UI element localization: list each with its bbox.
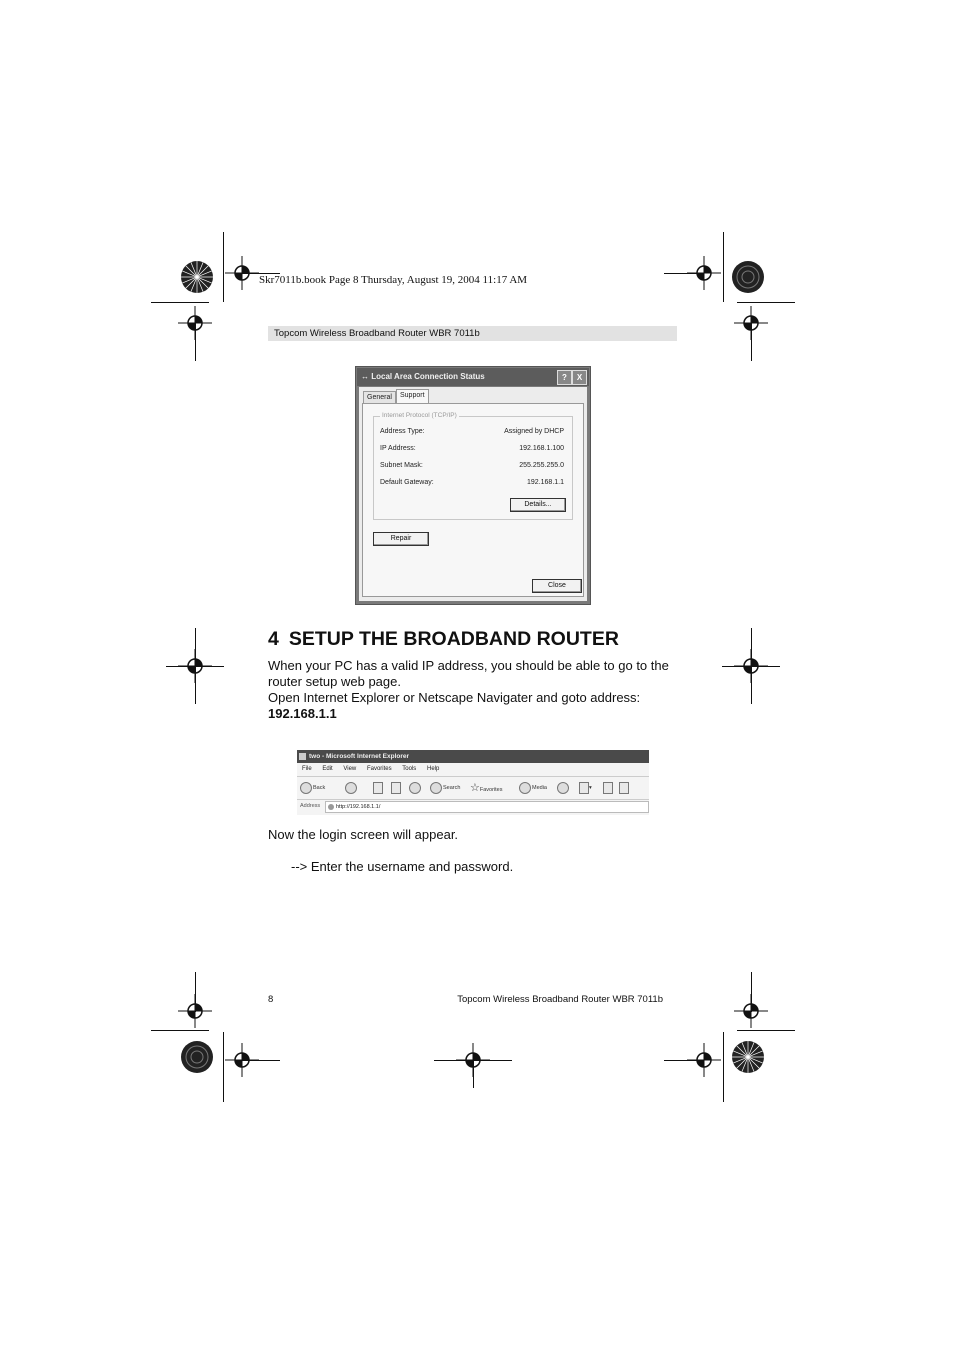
forward-button[interactable]: [345, 781, 358, 795]
crop-line: [723, 1032, 724, 1102]
crop-line: [751, 972, 752, 1012]
back-button[interactable]: Back: [300, 781, 325, 795]
crop-line: [751, 323, 752, 361]
address-bar: [297, 799, 649, 813]
subnet-mask-value: 255.255.255.0: [519, 462, 564, 469]
crop-line: [737, 1030, 795, 1031]
browser-toolbar: [297, 776, 649, 800]
refresh-button[interactable]: [391, 781, 401, 795]
tab-general[interactable]: General: [363, 391, 396, 404]
tab-panel-support: [362, 403, 584, 597]
details-button[interactable]: Details...: [510, 498, 566, 512]
section-title: SETUP THE BROADBAND ROUTER: [288, 628, 619, 650]
crop-line: [151, 302, 209, 303]
search-icon: [430, 782, 442, 794]
print-slug: Skr7011b.book Page 8 Thursday, August 19, 2004 11:17 AM: [259, 274, 528, 286]
connection-status-dialog: [355, 366, 591, 605]
crop-line: [664, 273, 702, 274]
crop-line: [723, 232, 724, 302]
history-icon: [557, 782, 569, 794]
close-button[interactable]: Close: [532, 579, 582, 593]
history-button[interactable]: [557, 781, 570, 795]
paragraph-line: router setup web page.: [268, 674, 401, 689]
subnet-mask-label: Subnet Mask:: [380, 462, 423, 469]
tcpip-groupbox: [373, 412, 573, 520]
group-label: Internet Protocol (TCP/IP): [382, 412, 457, 419]
router-address: 192.168.1.1: [268, 706, 337, 721]
running-header: Topcom Wireless Broadband Router WBR 7011b: [268, 326, 677, 341]
starburst-mark-icon: [731, 1040, 765, 1074]
crop-line: [223, 1032, 224, 1102]
starburst-mark-icon: [180, 260, 214, 294]
stop-button[interactable]: [373, 781, 383, 795]
print-icon: [603, 782, 613, 794]
browser-menubar: [297, 764, 649, 775]
menu-favorites[interactable]: Favorites: [366, 766, 392, 772]
edit-icon: [619, 782, 629, 794]
circle-mark-icon: [180, 1040, 214, 1074]
ie-logo-icon: [299, 753, 306, 760]
page-number: 8: [268, 994, 274, 1005]
default-gateway-value: 192.168.1.1: [527, 479, 564, 486]
dialog-title: Local Area Connection Status: [371, 372, 485, 381]
crop-line: [664, 1060, 702, 1061]
menu-edit[interactable]: Edit: [322, 766, 333, 772]
tab-support[interactable]: Support: [396, 389, 429, 404]
refresh-icon: [391, 782, 401, 794]
favorites-button[interactable]: ☆Favorites: [470, 782, 503, 794]
forward-icon: [345, 782, 357, 794]
browser-screenshot: [297, 750, 649, 815]
crop-line: [737, 302, 795, 303]
section-heading: [268, 628, 619, 651]
menu-help[interactable]: Help: [426, 766, 440, 772]
paragraph-line: Now the login screen will appear.: [268, 827, 459, 842]
menu-tools[interactable]: Tools: [402, 766, 417, 772]
instruction-line: --> Enter the username and password.: [291, 859, 514, 874]
paragraph-line: When your PC has a valid IP address, you should be able to go to the: [268, 658, 669, 673]
network-icon: ↔: [361, 372, 369, 381]
media-button[interactable]: Media: [519, 781, 547, 795]
mail-button[interactable]: ▾: [579, 781, 592, 795]
browser-titlebar: [297, 750, 649, 763]
repair-button[interactable]: Repair: [373, 532, 429, 546]
stop-icon: [373, 782, 383, 794]
crop-line: [195, 323, 196, 361]
crop-line: [195, 972, 196, 1012]
menu-file[interactable]: File: [302, 766, 312, 772]
circle-mark-icon: [731, 260, 765, 294]
menu-view[interactable]: View: [343, 766, 357, 772]
address-type-value: Assigned by DHCP: [504, 428, 564, 435]
footer-title: Topcom Wireless Broadband Router WBR 7011b: [457, 994, 663, 1005]
print-button[interactable]: [603, 781, 613, 795]
section-number: 4: [268, 628, 279, 650]
edit-button[interactable]: [619, 781, 629, 795]
crop-line: [166, 666, 224, 667]
search-button[interactable]: Search: [430, 781, 460, 795]
address-type-label: Address Type:: [380, 428, 425, 435]
crop-line: [722, 666, 780, 667]
mail-icon: [579, 782, 589, 794]
browser-title: two - Microsoft Internet Explorer: [309, 753, 410, 760]
home-icon: [409, 782, 421, 794]
help-button[interactable]: ?: [557, 370, 572, 385]
crop-line: [151, 1030, 209, 1031]
back-icon: [300, 782, 312, 794]
home-button[interactable]: [409, 781, 422, 795]
crop-line: [242, 1060, 280, 1061]
dialog-titlebar: [357, 368, 589, 386]
ip-address-value: 192.168.1.100: [519, 445, 564, 452]
address-input[interactable]: http://192.168.1.1/: [325, 801, 649, 813]
crop-line: [473, 1060, 474, 1088]
close-icon[interactable]: X: [572, 370, 587, 385]
ip-address-label: IP Address:: [380, 445, 416, 452]
crop-line: [223, 232, 224, 302]
star-icon: ☆: [470, 782, 480, 794]
dialog-body: [359, 387, 587, 601]
paragraph-line: Open Internet Explorer or Netscape Navigater and goto address:: [268, 690, 641, 705]
media-icon: [519, 782, 531, 794]
address-label: Address: [300, 803, 321, 809]
default-gateway-label: Default Gateway:: [380, 479, 434, 486]
